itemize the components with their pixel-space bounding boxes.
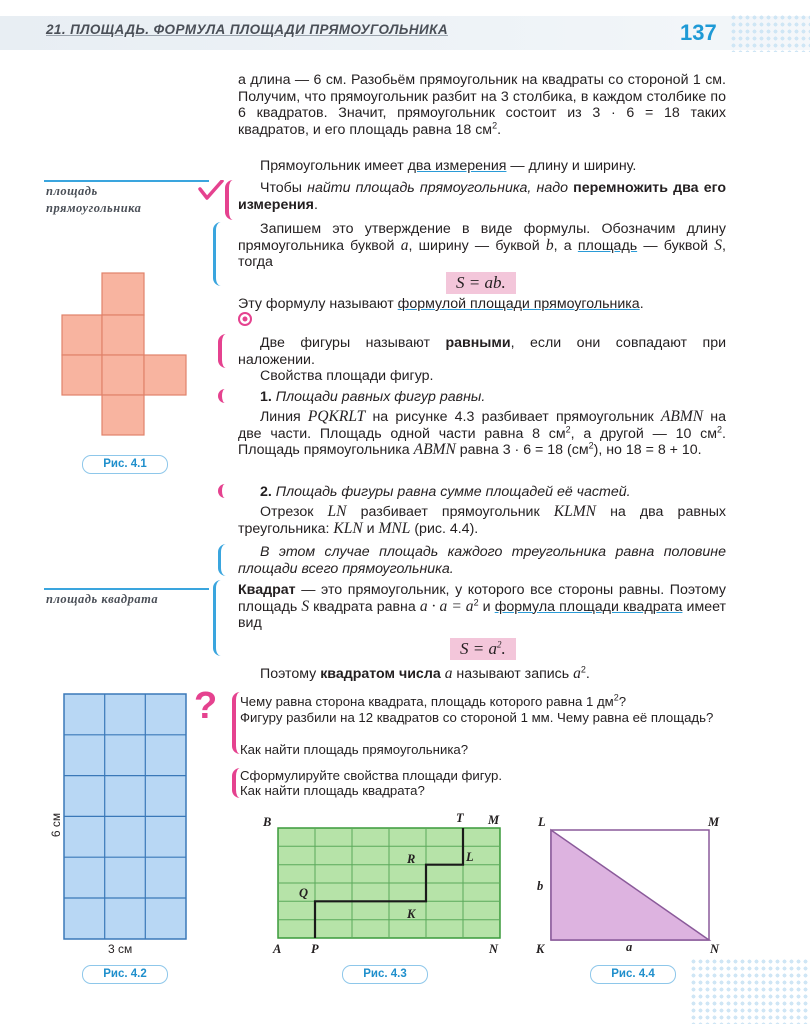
text-run: а длина — 6 см. Разобьём прямоугольник на квадраты со стороной 1 см. Получим, что прямоугольник разбит на 3 столбика, в каждом столбике по 6 квадратов. Значит, прямоугольник состоит из 3 · 6 = 18 таких квадратов, и его площадь равна 18 см	[238, 72, 726, 138]
formula: S = a	[460, 639, 497, 658]
math-variable: ABMN	[413, 441, 456, 458]
text-run: Поэтому	[260, 666, 321, 682]
text-run: Чему равна сторона квадрата, площадь которого равна 1 дм	[240, 694, 614, 709]
point-label: N	[489, 942, 499, 956]
superscript: 2	[580, 664, 586, 675]
superscript: 2	[473, 596, 479, 607]
point-label: Q	[299, 886, 309, 900]
paragraph	[238, 389, 726, 406]
cross-square	[102, 315, 144, 355]
underlined-term: площадь	[577, 237, 638, 254]
text-run: Прямоугольник имеет	[260, 158, 408, 174]
margin-rule	[44, 588, 209, 590]
figure-4-1-label: Рис. 4.1	[82, 455, 168, 474]
paragraph	[238, 335, 726, 368]
text-run: на рисунке 4.3 разбивает прямоугольник	[365, 409, 661, 425]
paragraph	[238, 158, 726, 175]
text-run: Две фигуры называют	[260, 335, 446, 351]
figure-4-2-label: Рис. 4.2	[82, 965, 168, 984]
paragraph	[238, 666, 726, 683]
text-run: имеет вид	[238, 598, 726, 631]
text-run: Запишем это утверждение в виде формулы. Обозначим длину прямоугольника буквой	[238, 221, 726, 254]
point-label: K	[407, 907, 416, 921]
point-label: R	[407, 852, 416, 866]
margin-note-rect-area	[46, 183, 141, 217]
italic-run: найти площадь прямоугольника, надо	[307, 180, 568, 196]
page-number: 137	[680, 20, 717, 45]
bold-run: 1.	[260, 389, 272, 405]
underlined-term: формулой площади прямоугольника	[397, 296, 640, 312]
paragraph	[238, 180, 726, 213]
math-variable: a	[573, 665, 581, 682]
point-label: B	[263, 815, 272, 829]
side-label: a	[626, 940, 633, 954]
paragraph	[238, 504, 726, 537]
text-run: .	[639, 296, 644, 312]
text-run: — буквой	[637, 237, 715, 254]
paragraph	[238, 409, 726, 459]
pink-bracket	[225, 180, 235, 220]
math-variable: S	[714, 236, 723, 254]
margin-note-line: площадь	[46, 184, 98, 198]
math-variable: MNL	[378, 519, 411, 537]
figure-4-3-label: Рис. 4.3	[342, 965, 428, 984]
bold-run: Квадрат	[238, 582, 296, 598]
text-run: Чтобы	[260, 180, 308, 196]
text-run: Эту формулу называют	[238, 296, 398, 312]
question	[240, 694, 730, 710]
figure-4-4-label: Рис. 4.4	[590, 965, 676, 984]
point-label: N	[710, 942, 720, 956]
superscript: 2	[492, 119, 498, 130]
bold-run: равными	[445, 335, 511, 351]
text-run: называют запись	[452, 666, 574, 682]
math-variable: S	[301, 597, 310, 615]
question-mark-icon: ?	[194, 685, 218, 727]
text-run: .	[313, 196, 318, 213]
point-label: K	[536, 942, 545, 956]
text-run: на два равных треугольника:	[238, 504, 726, 537]
figure-4-3-grid	[255, 808, 515, 958]
text-run: .	[497, 121, 502, 138]
cross-square	[62, 315, 102, 355]
text-run: квадрата равна	[309, 598, 420, 615]
side-label: b	[537, 879, 544, 893]
formula-box-rectangle	[446, 272, 516, 294]
decorative-dots	[690, 958, 810, 1024]
point-label: P	[311, 942, 319, 956]
cross-square	[62, 355, 102, 395]
text-run: и	[362, 520, 379, 537]
paragraph: Свойства площади фигур.	[260, 368, 434, 384]
italic-run: Площади равных фигур равны.	[271, 389, 486, 405]
text-run: равна 3 · 6 = 18 (см	[455, 442, 589, 458]
math-variable: KLN	[333, 519, 363, 537]
math-variable: a · a = a	[419, 597, 474, 615]
text-run: ), но 18 = 8 + 10.	[593, 442, 702, 458]
paragraph: В этом случае площадь каждого треугольника равна половине площади всего прямоугольника.	[238, 544, 726, 577]
cross-square	[102, 355, 144, 395]
superscript: 2	[496, 639, 502, 650]
formula-box-square	[450, 638, 516, 660]
paragraph	[238, 296, 726, 313]
blue-bracket	[213, 580, 222, 656]
math-variable: a	[400, 236, 409, 254]
paragraph	[238, 72, 726, 138]
point-label: M	[708, 815, 720, 829]
superscript: 2	[588, 440, 594, 451]
bold-run: 2.	[260, 484, 272, 500]
running-title: 21. ПЛОЩАДЬ. ФОРМУЛА ПЛОЩАДИ ПРЯМОУГОЛЬНИКА	[46, 22, 448, 37]
text-run: Отрезок	[260, 504, 328, 520]
math-variable: a	[444, 665, 453, 682]
pink-bracket	[218, 389, 228, 403]
checkmark-icon	[198, 180, 224, 202]
formula: S = ab	[456, 273, 502, 292]
margin-note-square-area: площадь квадрата	[46, 592, 159, 606]
text-run: , тогда	[238, 237, 726, 270]
superscript: 2	[613, 692, 619, 703]
text-run: — это прямоугольник, у которого все стороны равны. Поэтому площадь	[238, 582, 726, 615]
text-run: разбивает прямоугольник	[346, 504, 554, 520]
text-run: .	[501, 639, 506, 658]
question: Сформулируйте свойства площади фигур.	[240, 768, 502, 783]
pink-bracket	[218, 334, 228, 368]
margin-note-line: прямоугольника	[46, 201, 142, 215]
underlined-term: формула площади квадрата	[494, 598, 683, 615]
text-run: , ширину — буквой	[408, 237, 546, 254]
question: Фигуру разбили на 12 квадратов со стороной 1 мм. Чему равна её площадь?	[240, 710, 714, 725]
math-variable: b	[545, 236, 554, 254]
paragraph	[238, 221, 726, 271]
figure-4-2-width-label: 3 см	[108, 942, 133, 956]
math-variable: KLMN	[553, 503, 596, 520]
point-label: M	[488, 813, 500, 827]
paragraph	[238, 484, 726, 501]
text-run: .	[501, 273, 506, 292]
point-label: L	[466, 850, 474, 864]
figure-4-4-rectangle	[530, 808, 735, 958]
target-icon	[238, 312, 252, 326]
text-run: и	[478, 598, 495, 615]
blue-bracket	[213, 222, 222, 286]
pink-bracket	[218, 484, 228, 498]
text-run: . Площадь прямоугольника	[238, 425, 726, 458]
underlined-term: два измерения	[407, 158, 507, 174]
cross-square	[144, 355, 186, 395]
italic-run: Площадь фигуры равна сумме площадей её частей.	[271, 484, 631, 500]
text-run: — длину и ширину.	[506, 158, 637, 174]
point-label: T	[456, 811, 464, 825]
text-run: на две части. Площадь одной части равна 8 см	[238, 409, 727, 442]
text-run: , а	[553, 237, 578, 254]
cross-square	[102, 273, 144, 315]
question: Как найти площадь прямоугольника?	[240, 742, 469, 757]
paragraph	[238, 582, 726, 632]
text-run: ?	[618, 694, 627, 709]
point-label: L	[538, 815, 546, 829]
superscript: 2	[717, 423, 723, 434]
math-variable: LN	[327, 503, 347, 520]
math-variable: ABMN	[660, 408, 704, 425]
figure-4-1-cross	[60, 270, 190, 440]
bold-run: квадратом числа	[320, 666, 441, 682]
figure-4-2-grid	[60, 690, 190, 945]
superscript: 2	[565, 423, 571, 434]
margin-rule	[44, 180, 209, 182]
question: Как найти площадь квадрата?	[240, 783, 425, 798]
text-run: (рис. 4.4).	[410, 520, 479, 537]
text-run: .	[585, 666, 590, 682]
bold-run: перемножить два его измерения	[238, 180, 726, 213]
text-run: , если они совпадают при наложении.	[238, 335, 727, 368]
figure-4-2-height-label: 6 см	[49, 812, 63, 838]
cross-square	[102, 395, 144, 435]
decorative-dots	[730, 14, 810, 52]
point-label: A	[273, 942, 282, 956]
blue-bracket	[218, 544, 227, 576]
math-variable: PQKRLT	[307, 408, 366, 425]
text-run: , а другой — 10 см	[570, 425, 718, 442]
text-run: Линия	[260, 409, 308, 425]
